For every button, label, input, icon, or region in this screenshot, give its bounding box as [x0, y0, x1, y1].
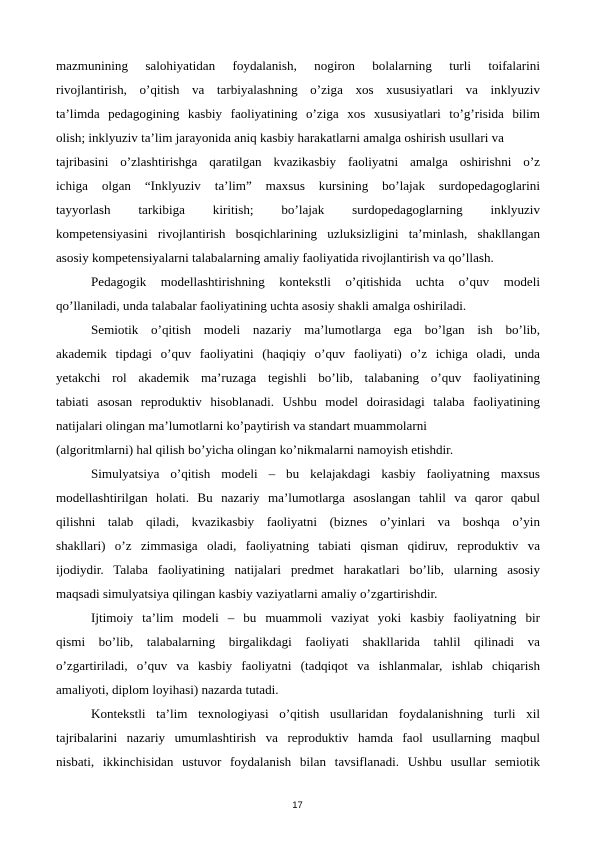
text-line: tayyorlash tarkibiga kiritish; bo’lajak surdopedagoglarning inklyuziv: [56, 202, 540, 217]
text-line: tabiati asosan reproduktiv hisoblanadi. Ushbu model doirasidagi talaba faoliyatining: [56, 394, 540, 409]
text-line: mazmunining salohiyatidan foydalanish, nogiron bolalarning turli toifalarini: [56, 58, 540, 73]
text-line: kompetensiyasini rivojlantirish bosqichlarining uzluksizligini ta’minlash, shakllangan: [56, 226, 540, 241]
page-number: 17: [292, 800, 303, 811]
text-line: modellashtirilgan holati. Bu nazariy ma’lumotlarga asoslangan tahlil va qaror qabul: [56, 490, 540, 505]
paragraph-first-line: Ijtimoiy ta’lim modeli – bu muammoli vaziyat yoki kasbiy faoliyatning bir: [91, 610, 540, 625]
paragraph-first-line: Pedagogik modellashtirishning kontekstli o’qitishida uchta o’quv modeli: [91, 274, 540, 289]
text-line: shakllari) o’z zimmasiga oladi, faoliyatning tabiati qisman qidiruv, reproduktiv va: [56, 538, 540, 553]
text-line: tajribasini o’zlashtirishga qaratilgan kvazikasbiy faoliyatni amalga oshirishni o’z: [56, 154, 540, 169]
text-line: qilishni talab qiladi, kvazikasbiy faoliyatni (biznes o’yinlari va boshqa o’yin: [56, 514, 540, 529]
text-line: ichiga olgan “Inklyuziv ta’lim” maxsus kursining bo’lajak surdopedagoglarini: [56, 178, 540, 193]
paragraph-first-line: Simulyatsiya o’qitish modeli – bu kelajakdagi kasbiy faoliyatning maxsus: [91, 466, 540, 481]
text-line: tajribalarini nazariy umumlashtirish va reproduktiv hamda faol usullarning maqbul: [56, 730, 540, 745]
paragraph-first-line: Kontekstli ta’lim texnologiyasi o’qitish usullaridan foydalanishning turli xil: [91, 706, 540, 721]
text-line: olish; inklyuziv ta’lim jarayonida aniq kasbiy harakatlarni amalga oshirish usullari va: [56, 130, 504, 145]
text-line: rivojlantirish, o’qitish va tarbiyalashning o’ziga xos xususiyatlari va inklyuziv: [56, 82, 540, 97]
text-line: amaliyoti, diplom loyihasi) nazarda tutadi.: [56, 682, 279, 697]
text-line: natijalari olingan ma’lumotlarni ko’paytirish va standart muammolarni: [56, 418, 427, 433]
text-line: nisbati, ikkinchisidan ustuvor foydalanish bilan tavsiflanadi. Ushbu usullar semiotik: [56, 754, 540, 769]
text-line: asosiy kompetensiyalarni talabalarning amaliy faoliyatida rivojlantirish va qo’llash.: [56, 250, 494, 265]
text-line: ta’limda pedagogining kasbiy faoliyatining o’ziga xos xususiyatlari to’g’risida bilim: [56, 106, 540, 121]
text-line: ijodiydir. Talaba faoliyatining natijalari predmet harakatlari bo’lib, ularning asosiy: [56, 562, 540, 577]
text-line: qismi bo’lib, talabalarning birgalikdagi faoliyati shakllarida tahlil qilinadi va: [56, 634, 540, 649]
text-line: akademik tipdagi o’quv faoliyatini (haqiqiy o’quv faoliyati) o’z ichiga oladi, unda: [56, 346, 540, 361]
text-line: yetakchi rol akademik ma’ruzaga tegishli bo’lib, talabaning o’quv faoliyatining: [56, 370, 540, 385]
paragraph-first-line: Semiotik o’qitish modeli nazariy ma’lumotlarga ega bo’lgan ish bo’lib,: [91, 322, 540, 337]
text-line: qo’llaniladi, unda talabalar faoliyatining uchta asosiy shakli amalga oshiriladi.: [56, 298, 467, 313]
text-line: (algoritmlarni) hal qilish bo’yicha olingan ko’nikmalarni namoyish etishdir.: [56, 442, 454, 457]
text-line: maqsadi simulyatsiya qilingan kasbiy vaziyatlarni amaliy o’zgartirishdir.: [56, 586, 438, 601]
text-line: o’zgartiriladi, o’quv va kasbiy faoliyatni (tadqiqot va ishlanmalar, ishlab chiqarish: [56, 658, 540, 673]
